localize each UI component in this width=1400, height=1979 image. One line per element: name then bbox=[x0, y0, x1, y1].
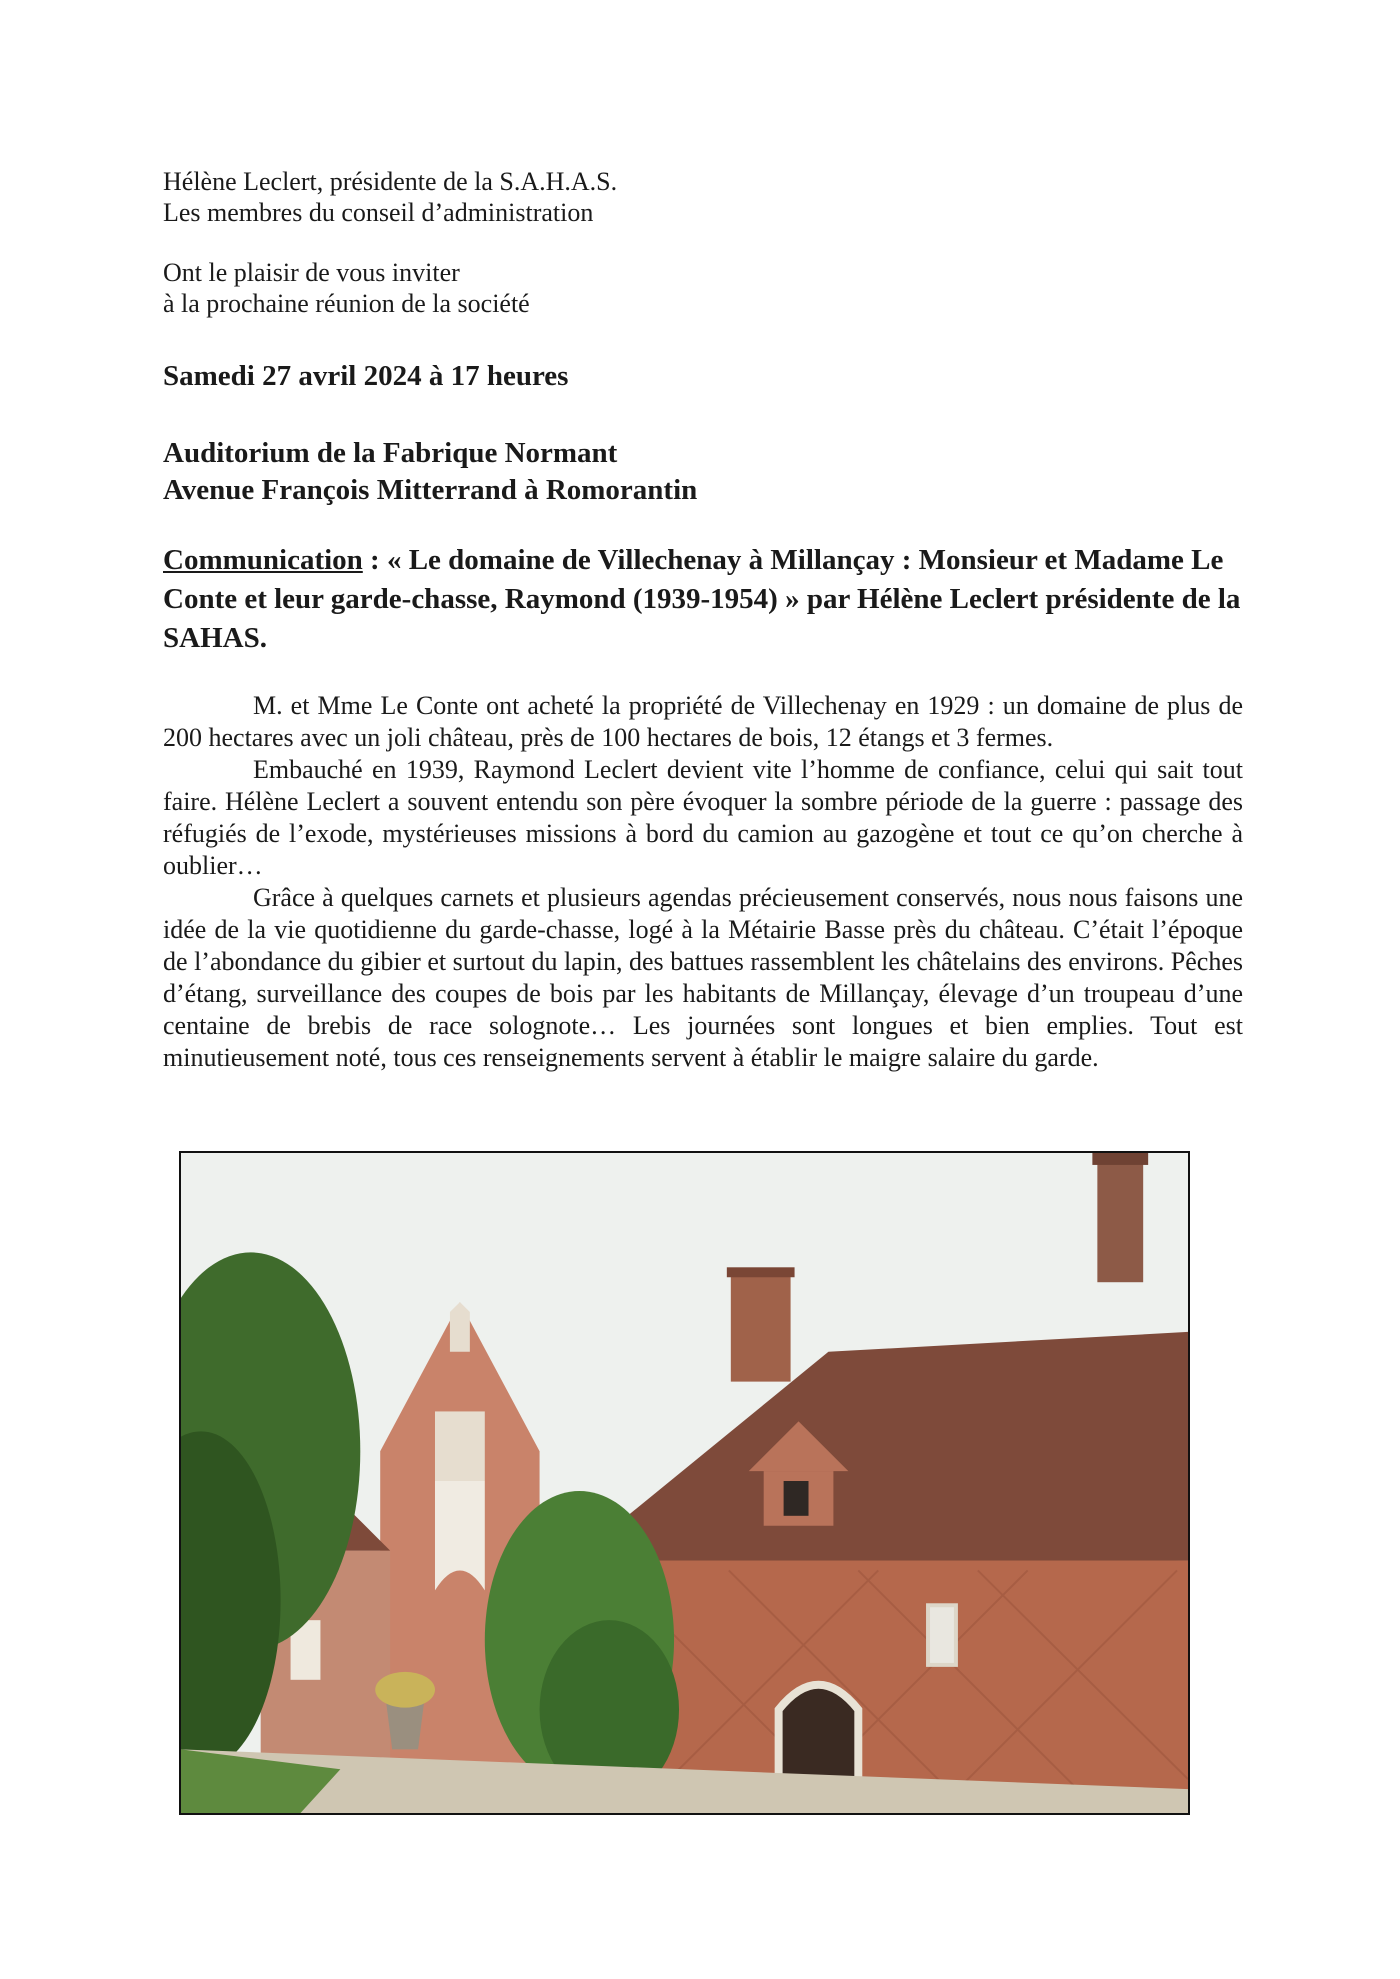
communication-block bbox=[163, 541, 1243, 658]
chateau-photo bbox=[179, 1151, 1190, 1815]
paragraph-daily-life: Grâce à quelques carnets et plusieurs agendas précieusement conservés, nous nous faisons une idée de la vie quotidienne du garde-chasse, logé à la Métairie Basse près du château. C’était l’époque de l’abondance du gibier et surtout du lapin, des battues rassemblent les châtelains des environs. Pêches d’étang, surveillance des coupes de bois par les habitants de Millançay, élevage d’un troupeau d’une centaine de brebis de race solognote… Les journées sont longues et bien emplies. Tout est minutieusement noté, tous ces renseignements servent à établir le maigre salaire du garde. bbox=[163, 883, 1243, 1072]
communication-label: Communication bbox=[163, 544, 363, 576]
venue-name: Auditorium de la Fabrique Normant bbox=[163, 437, 618, 469]
board-line: Les membres du conseil d’administration bbox=[163, 198, 594, 227]
paragraph-gamekeeper: Embauché en 1939, Raymond Leclert devient vite l’homme de confiance, celui qui sait tout faire. Hélène Leclert a souvent entendu son père évoquer la sombre période de la guerre : passage des réfugiés de l’exode, mystérieuses missions à bord du camion au gazogène et tout ce qu’on cherche à oublier… bbox=[163, 755, 1243, 880]
organizer-line: Hélène Leclert, présidente de la S.A.H.A.S. bbox=[163, 167, 618, 196]
meeting-date: Samedi 27 avril 2024 à 17 heures bbox=[163, 360, 569, 392]
communication-text: : « Le domaine de Villechenay à Millançay : Monsieur et Madame Le Conte et leur garde-chasse, Raymond (1939-1954) » par Hélène Leclert présidente de la SAHAS. bbox=[163, 544, 1241, 654]
invitation-line: Ont le plaisir de vous inviter bbox=[163, 258, 460, 287]
paragraph-property: M. et Mme Le Conte ont acheté la propriété de Villechenay en 1929 : un domaine de plus de 200 hectares avec un joli château, près de 100 hectares de bois, 12 étangs et 3 fermes. bbox=[163, 691, 1243, 752]
organizer-block bbox=[163, 166, 1243, 228]
description-text bbox=[163, 690, 1243, 1074]
meeting-line: à la prochaine réunion de la société bbox=[163, 289, 530, 318]
venue-address: Avenue François Mitterrand à Romorantin bbox=[163, 474, 698, 506]
venue-block bbox=[163, 435, 1243, 509]
chateau-illustration bbox=[181, 1153, 1188, 1813]
invitation-block bbox=[163, 257, 1243, 319]
